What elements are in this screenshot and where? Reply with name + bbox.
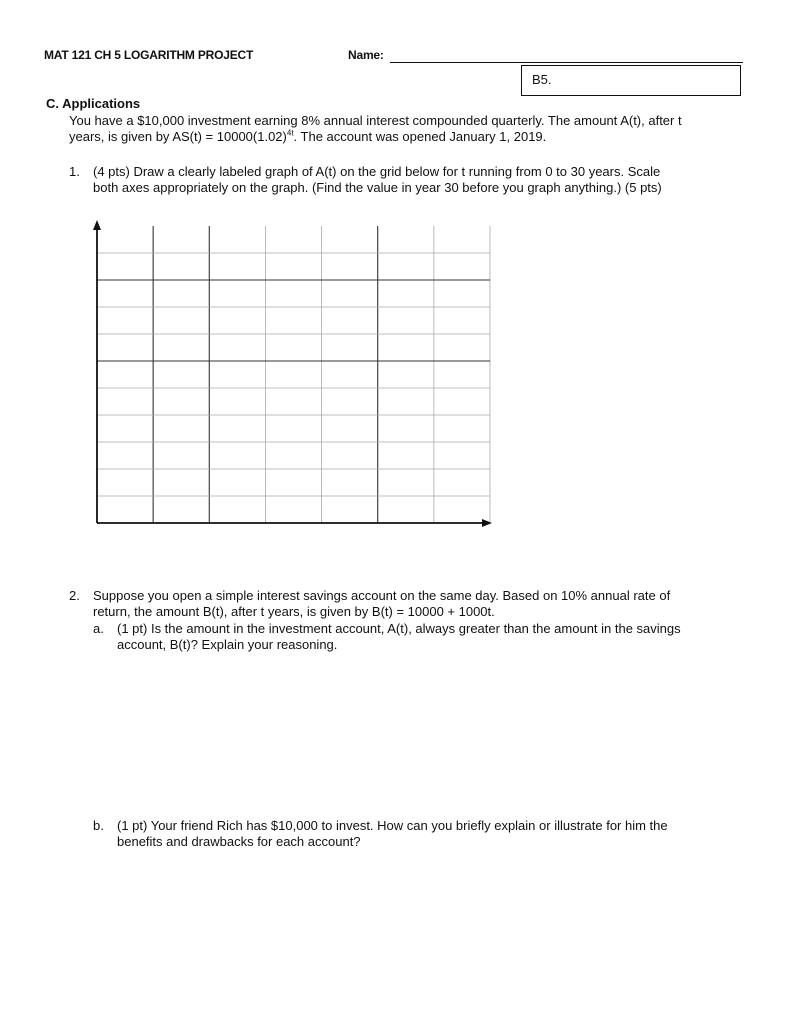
id-box-text: B5. bbox=[532, 72, 552, 87]
document-title: MAT 121 CH 5 LOGARITHM PROJECT bbox=[44, 48, 254, 62]
q2b-answer-area[interactable] bbox=[93, 858, 743, 1008]
q1-line-2: both axes appropriately on the graph. (Find the value in year 30 before you graph anything.) (5 pts) bbox=[93, 180, 662, 195]
grid-lines bbox=[97, 226, 490, 523]
q2-line-1: Suppose you open a simple interest savings account on the same day. Based on 10% annual rate of bbox=[93, 588, 671, 603]
id-box bbox=[521, 65, 741, 96]
section-heading: C. Applications bbox=[46, 96, 141, 111]
graph-grid[interactable] bbox=[80, 218, 500, 530]
y-axis-arrow bbox=[93, 220, 101, 230]
q2-number: 2. bbox=[69, 588, 80, 603]
name-label: Name: bbox=[348, 48, 384, 62]
x-axis-arrow bbox=[482, 519, 492, 527]
q2-line-2: return, the amount B(t), after t years, is given by B(t) = 10000 + 1000t. bbox=[93, 604, 495, 619]
q2a-line-1: (1 pt) Is the amount in the investment account, A(t), always greater than the amount in the savings bbox=[117, 621, 681, 636]
q2a-label: a. bbox=[93, 621, 104, 636]
q2b-label: b. bbox=[93, 818, 104, 833]
q2a-answer-area[interactable] bbox=[93, 660, 743, 810]
q1-number: 1. bbox=[69, 164, 80, 179]
intro-line-2: years, is given by $AS(t) = 10000(1.02)^{4t}$. The account was opened January 1, 2019. bbox=[69, 128, 547, 144]
name-input-line[interactable] bbox=[390, 62, 743, 63]
q2b-line-2: benefits and drawbacks for each account? bbox=[117, 834, 361, 849]
q1-line-1: (4 pts) Draw a clearly labeled graph of A(t) on the grid below for t running from 0 to 30 years. Scale bbox=[93, 164, 661, 179]
q2b-line-1: (1 pt) Your friend Rich has $10,000 to invest. How can you briefly explain or illustrate for him the bbox=[117, 818, 668, 833]
q2a-line-2: account, B(t)? Explain your reasoning. bbox=[117, 637, 338, 652]
intro-line-1: You have a $10,000 investment earning 8% annual interest compounded quarterly. The amount A(t), after t bbox=[69, 113, 682, 128]
